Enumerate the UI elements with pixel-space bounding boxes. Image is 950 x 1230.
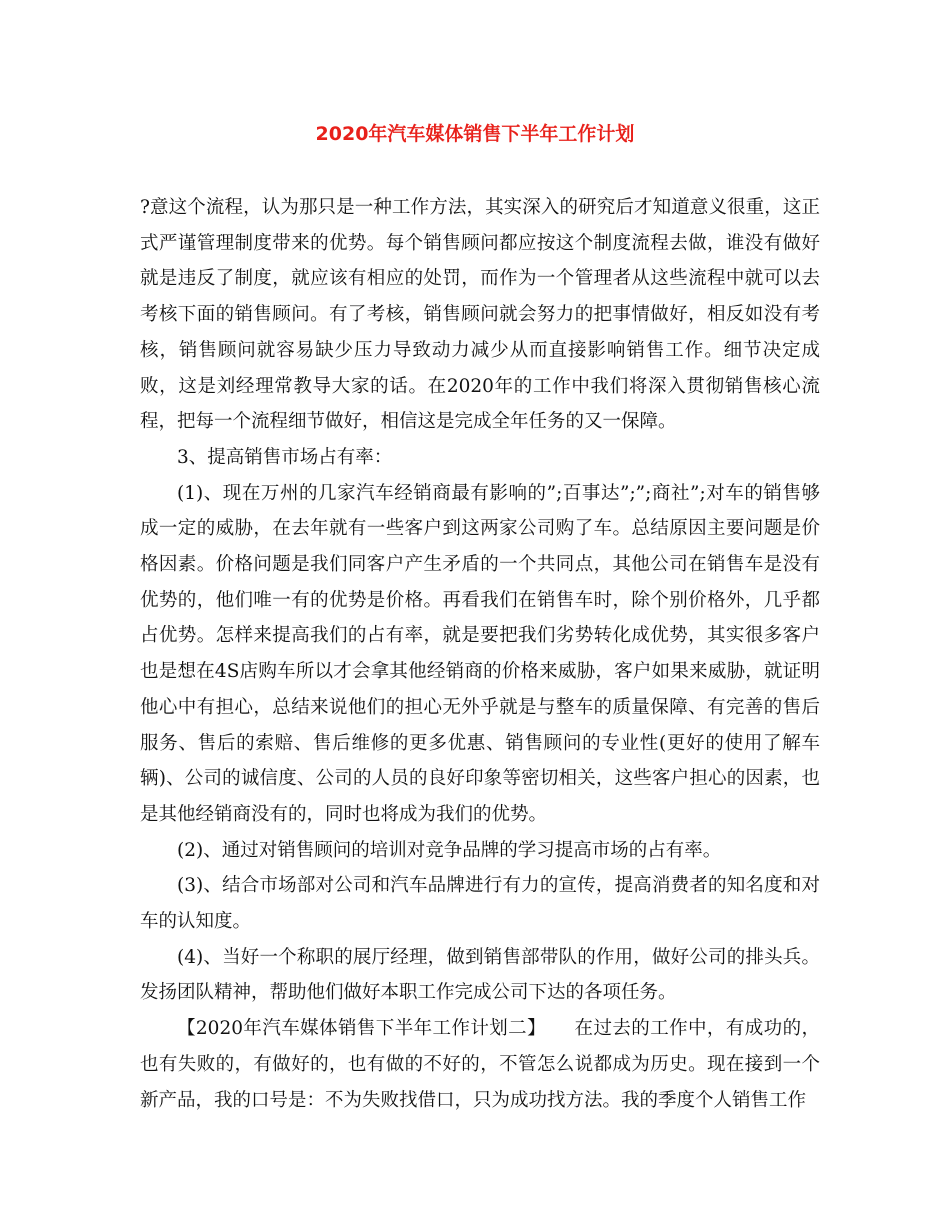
paragraph-3: (1)、现在万州的几家汽车经销商最有影响的”;百事达”;”;商社”;对车的销售够成一定的威胁，在去年就有一些客户到这两家公司购了车。总结原因主要问题是价格因素。价格问题是我们同客户产生矛盾的一个共同点，其他公司在销售车是没有优势的，他们唯一有的优势是价格。再看我们在销售车时，除个别价格外，几乎都占优势。怎样来提高我们的占有率，就是要把我们劣势转化成优势，其实很多客户也是想在4S店购车所以才会拿其他经销商的价格来威胁，客户如果来威胁，就证明他心中有担心，总结来说他们的担心无外乎就是与整车的质量保障、有完善的售后服务、售后的索赔、售后维修的更多优惠、销售顾问的专业性(更好的使用了解车辆)、公司的诚信度、公司的人员的良好印象等密切相关，这些客户担心的因素，也是其他经销商没有的，同时也将成为我们的优势。 (140, 482, 820, 825)
paragraph-1: ?意这个流程，认为那只是一种工作方法，其实深入的研究后才知道意义很重，这正式严谨管理制度带来的优势。每个销售顾问都应按这个制度流程去做，谁没有做好就是违反了制度，就应该有相应的处罚，而作为一个管理者从这些流程中就可以去考核下面的销售顾问。有了考核，销售顾问就会努力的把事情做好，相反如没有考核，销售顾问就容易缺少压力导致动力减少从而直接影响销售工作。细节决定成败，这是刘经理常教导大家的话。在2020年的工作中我们将深入贯彻销售核心流程，把每一个流程细节做好，相信这是完成全年任务的又一保障。 (140, 197, 820, 433)
paragraph-5: (3)、结合市场部对公司和汽车品牌进行有力的宣传，提高消费者的知名度和对车的认知度。 (140, 875, 820, 933)
document-title: 2020年汽车媒体销售下半年工作计划 (315, 123, 635, 145)
paragraph-2: 3、提高销售市场占有率： (177, 446, 393, 468)
paragraph-4: (2)、通过对销售顾问的培训对竞争品牌的学习提高市场的占有率。 (177, 839, 722, 861)
paragraph-7: 【2020年汽车媒体销售下半年工作计划二】 在过去的工作中，有成功的，也有失败的，有做好的，也有做的不好的，不管怎么说都成为历史。现在接到一个新产品，我的口号是：不为失败找借口，只为成功找方法。我的季度个人销售工作 (140, 1018, 820, 1111)
document-body (140, 190, 820, 1118)
paragraph-6: (4)、当好一个称职的展厅经理，做到销售部带队的作用，做好公司的排头兵。发扬团队精神，帮助他们做好本职工作完成公司下达的各项任务。 (140, 946, 820, 1004)
